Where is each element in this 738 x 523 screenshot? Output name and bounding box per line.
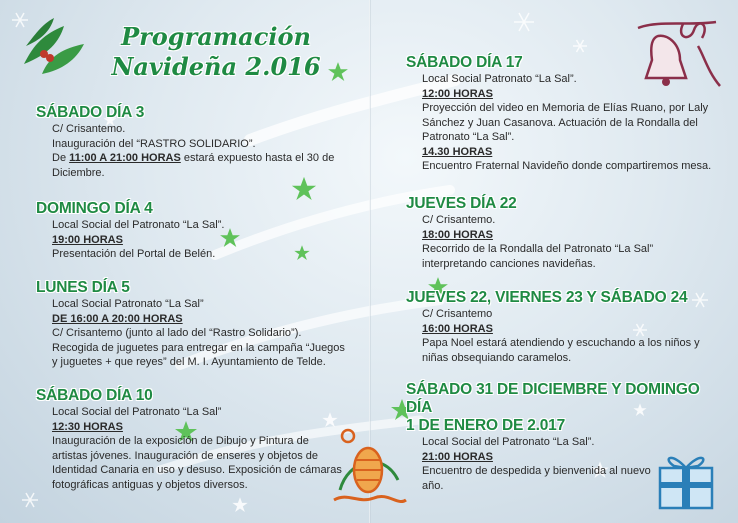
event-heading: DOMINGO DÍA 4 bbox=[36, 200, 153, 217]
event-heading: SÁBADO DÍA 3 bbox=[36, 104, 145, 121]
event-time: 16:00 HORAS bbox=[422, 322, 493, 335]
event-sabado-17 bbox=[406, 54, 711, 174]
event-fin-de-anio bbox=[406, 381, 722, 493]
event-body: Local Social Patronato “La Sal” DE 16:00 A 20:00 HORAS C/ Crisantemo (junto al lado del “Rastro Solidario”). Recogida de juguetes para entregar en la campaña “Juegos y juguetes + que reyes” del M. I. Ayuntamiento de Telde. bbox=[52, 298, 345, 368]
page-title bbox=[96, 22, 336, 82]
event-heading: JUEVES DÍA 22 bbox=[406, 195, 517, 212]
event-body: C/ Crisantemo 16:00 HORAS Papa Noel estará atendiendo y escuchando a los niños y niñas obsequiando caramelos. bbox=[422, 308, 700, 364]
event-body: Local Social Patronato “La Sal”. 12:00 HORAS Proyección del video en Memoria de Elías Ruano, por Laly Sánchez y Juan Casanova. Actuación de la Rondalla del Patronato “La Sal”. 14.30 HORAS Encuentro Fraternal Navideño donde compartiremos mesa. bbox=[422, 73, 712, 172]
event-body: C/ Crisantemo. Inauguración del “RASTRO SOLIDARIO”. De 11:00 A 21:00 HORAS estará expuesto hasta el 30 de Diciembre. bbox=[52, 123, 335, 179]
event-time: 21:00 HORAS bbox=[422, 450, 493, 463]
event-time: 12:00 HORAS bbox=[422, 87, 493, 100]
event-time: 19:00 HORAS bbox=[52, 233, 123, 246]
event-time: 12:30 HORAS bbox=[52, 420, 123, 433]
event-sabado-3 bbox=[36, 104, 334, 180]
event-time: 14.30 HORAS bbox=[422, 145, 493, 158]
event-heading: SÁBADO DÍA 10 bbox=[36, 387, 153, 404]
event-time: 18:00 HORAS bbox=[422, 228, 493, 241]
event-sabado-10 bbox=[36, 387, 342, 492]
event-time: DE 16:00 A 20:00 HORAS bbox=[52, 312, 183, 325]
event-heading: SÁBADO 31 DE DICIEMBRE Y DOMINGO DÍA 1 DE ENERO DE 2.017 bbox=[406, 381, 700, 434]
holly-icon bbox=[14, 14, 92, 84]
event-time: 11:00 A 21:00 HORAS bbox=[69, 152, 181, 164]
event-body: Local Social del Patronato “La Sal”. 21:00 HORAS Encuentro de despedida y bienvenida al nuevo año. bbox=[406, 435, 722, 493]
event-jueves-viernes-sabado bbox=[406, 289, 700, 365]
event-heading: SÁBADO DÍA 17 bbox=[406, 54, 523, 71]
title-line-2: Navideña 2.016 bbox=[111, 52, 321, 81]
event-domingo-4 bbox=[36, 200, 224, 262]
event-body: Local Social del Patronato “La Sal”. 19:00 HORAS Presentación del Portal de Belén. bbox=[52, 219, 225, 260]
event-heading: JUEVES 22, VIERNES 23 Y SÁBADO 24 bbox=[406, 289, 688, 306]
title-line-1: Programación bbox=[121, 22, 311, 51]
event-lunes-5 bbox=[36, 279, 345, 370]
event-body: Local Social del Patronato “La Sal” 12:30 HORAS Inauguración de la exposición de Dibujo y Pintura de artistas jóvenes. Inauguración de enseres y objetos de Identidad Canaria en uso y desuso. Exposición de cámaras fotográficas antiguas y objetos diversos. bbox=[52, 406, 342, 491]
event-jueves-22 bbox=[406, 195, 653, 271]
event-heading: LUNES DÍA 5 bbox=[36, 279, 130, 296]
event-body: C/ Crisantemo. 18:00 HORAS Recorrido de la Rondalla del Patronato “La Sal” interpretando canciones navideñas. bbox=[422, 214, 654, 270]
